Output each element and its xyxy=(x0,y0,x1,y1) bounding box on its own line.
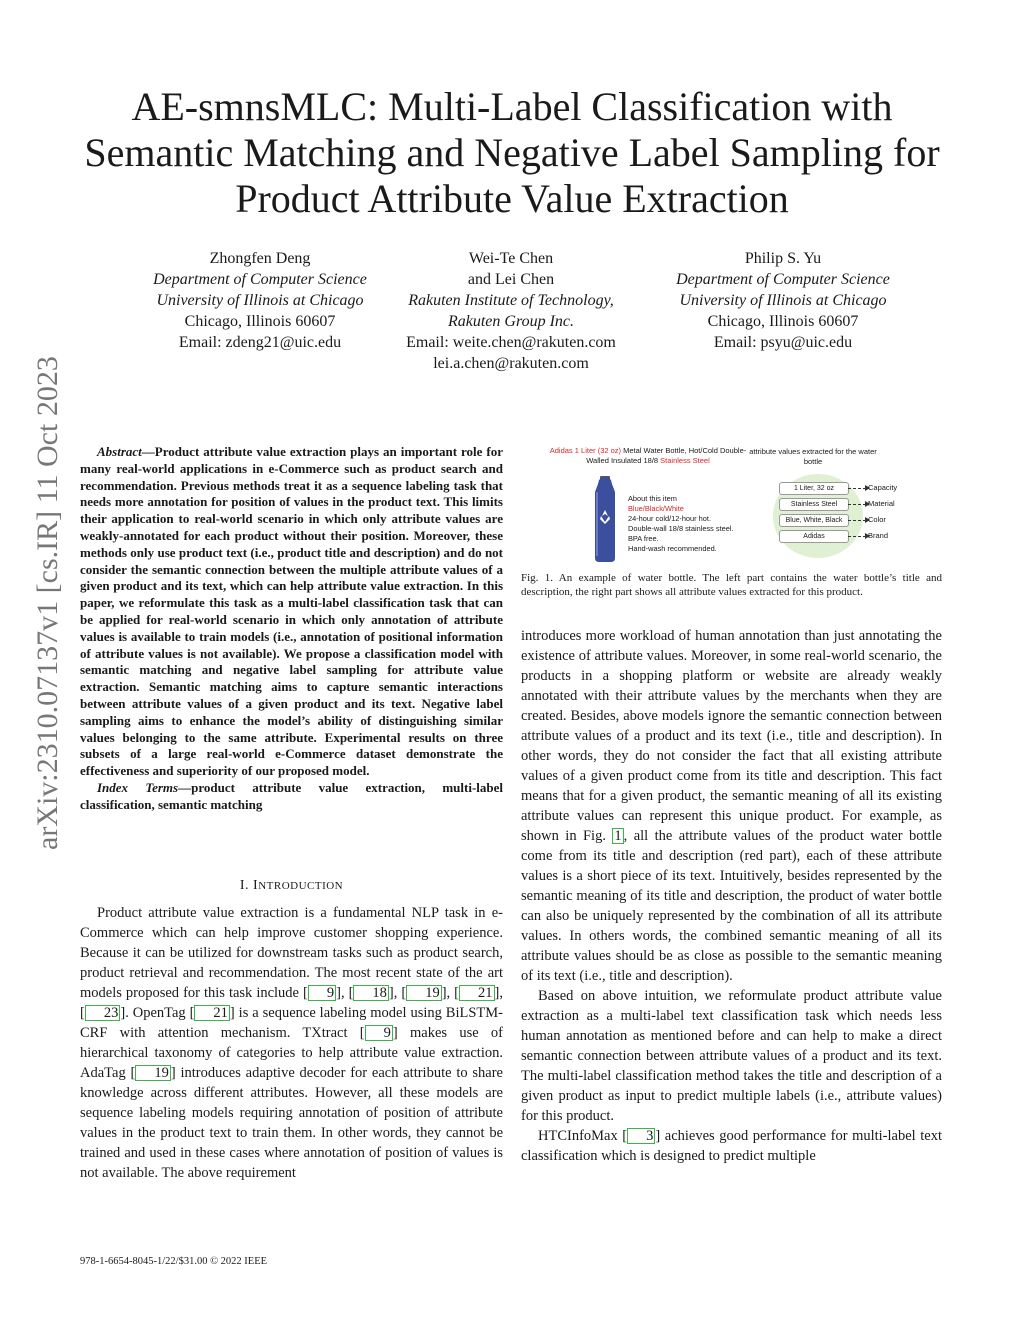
attribute-value-brand: Adidas xyxy=(779,530,849,543)
attribute-value-color: Blue, White, Black xyxy=(779,514,849,527)
introduction-column xyxy=(80,903,503,1183)
author-email: Email: psyu@uic.edu xyxy=(713,334,853,351)
figure-reference-link[interactable]: 1 xyxy=(614,828,622,844)
figure-product-title: Adidas 1 Liter (32 oz) Metal Water Bottle, Hot/Cold Double-Walled Insulated 18/8 Stainless Steel xyxy=(549,446,747,465)
author-block-2 xyxy=(371,248,651,374)
author-name: Wei-Te Chen xyxy=(468,250,554,267)
section-heading-introduction: I. INTRODUCTION xyxy=(239,878,344,893)
copyright-footer: 978-1-6654-8045-1/22/$31.00 © 2022 IEEE xyxy=(80,1256,268,1267)
author-block-1 xyxy=(120,248,400,353)
arrow-icon xyxy=(848,488,866,489)
index-terms xyxy=(80,780,503,814)
abstract xyxy=(80,444,503,814)
body-paragraph: HTCInfoMax [ 3 ] achieves good performance for multi-label text classification which is designed to predict multiple xyxy=(521,1128,942,1164)
citation-link[interactable]: 23 xyxy=(85,1005,121,1021)
author-email: Email: zdeng21@uic.edu xyxy=(178,334,342,351)
author-address: Chicago, Illinois 60607 xyxy=(184,313,336,330)
author-email: Email: weite.chen@rakuten.com xyxy=(406,334,616,351)
index-terms-lead: Index Terms xyxy=(97,779,179,795)
attribute-value-capacity: 1 Liter, 32 oz xyxy=(779,482,849,495)
figure-description: About this item Blue/Black/White 24-hour cold/12-hour hot. Double-wall 18/8 stainless steel. BPA free. Hand-wash recommended. xyxy=(628,494,734,553)
citation-link[interactable]: 9 xyxy=(308,985,336,1001)
author-email: lei.a.chen@rakuten.com xyxy=(433,355,589,372)
arrow-icon xyxy=(848,520,866,521)
author-name: Zhongfen Deng xyxy=(209,250,311,267)
attribute-name: Brand xyxy=(868,531,889,540)
author-affiliation: University of Illinois at Chicago xyxy=(679,292,887,309)
citation-link[interactable]: 21 xyxy=(194,1005,230,1021)
water-bottle-image xyxy=(588,476,622,562)
attribute-value-material: Stainless Steel xyxy=(779,498,849,511)
citation-link[interactable]: 19 xyxy=(135,1065,171,1081)
body-paragraph: introduces more workload of human annotation than just annotating the existence of attribute values. Moreover, in some real-world scenario, the products in a shopping platform or website are already weakly annotated with their attribute values by the merchants when they are created. Besides, above models ignore the semantic connection between attribute values of a product and its text (i.e., title and description). In other words, they do not consider the fact that all existing attribute values of a given product come from its title and description. This fact means that for a given product, the semantic meaning of all its existing attribute values can represent this unique product. For example, as shown in Fig. 1 , all the attribute values of the product water bottle come from its title and description (red part), each of these attribute values is a short piece of its text. Intuitively, besides represented by the semantic meaning of its title and description, the product of water bottle can also be uniquely represented by the combination of all its attribute values. In others words, the combined semantic meaning of all its attribute values should be as close as possible to the semantic meaning of its text (i.e., title and description). xyxy=(521,628,942,984)
author-affiliation: University of Illinois at Chicago xyxy=(156,292,364,309)
author-affiliation: Rakuten Institute of Technology, xyxy=(408,292,614,309)
attribute-name: Capacity xyxy=(868,483,898,492)
figure-caption: Fig. 1. An example of water bottle. The left part contains the water bottle’s title and description, the right part shows all attribute values extracted for this product. xyxy=(521,572,942,598)
abstract-text xyxy=(80,444,503,780)
citation-link[interactable]: 18 xyxy=(353,985,389,1001)
author-name: and Lei Chen xyxy=(467,271,555,288)
abstract-lead: Abstract xyxy=(97,444,142,459)
intro-paragraph: Product attribute value extraction is a fundamental NLP task in e-Commerce which can help improve customer shopping experience. Because it can be utilized for downstream tasks such as product search, product retrieval and recommendation. The most recent state of the art models proposed for this task include [ 9 ], [ 18 ], [ 19 ], [ 21 ], [ 23 ]. OpenTag [ 21 ] is a sequence labeling model using BiLSTM-CRF with attention mechanism. TXtract [ 9 ] makes use of hierarchical taxonomy of categories to help attribute value extraction. AdaTag [ 19 ] introduces adaptive decoder for each attribute to share knowledge across different attributes. However, all these models are sequence labeling models requiring annotation of position of attribute values in the product text to train them. In other words, they cannot be trained and used in these cases where annotation of position of values is not available. The above requirement xyxy=(80,905,504,1181)
citation-link[interactable]: 21 xyxy=(459,985,495,1001)
attribute-name: Material xyxy=(868,499,895,508)
citation-link[interactable]: 19 xyxy=(406,985,442,1001)
author-affiliation: Department of Computer Science xyxy=(153,271,367,288)
attribute-name: Color xyxy=(868,515,886,524)
body-paragraph: Based on above intuition, we reformulate product attribute value extraction as a multi-label text classification task which needs less human annotation as mentioned before and can help to make a direct semantic connection between attribute values of a product and its text. The multi-label classification method takes the title and description of a given product as input to predict multiple labels (i.e., attribute values) for this product. xyxy=(521,988,942,1124)
abstract-body: —Product attribute value extraction plays an important role for many real-world applications in e-Commerce such as product search and recommendation. Previous methods treat it as a sequence labeling task that needs more annotation for position of values in the product text. This limits their application to real-world scenario in which only attribute values are weakly-annotated for each product without their position. Moreover, these methods only use product text (i.e., product title and description) and do not consider the semantic connection between the multiple attribute values of a given product and its text, which can help attribute value extraction. In this paper, we reformulate this task as a multi-label classification task that can be applied for real-world scenario in which only annotation of attribute values is available to train models (i.e., annotation of positional information of attribute values is not available). We propose a classification model with semantic matching and negative label sampling for attribute value extraction. Semantic matching aims to capture semantic interactions between attribute values of a given product and its text. Negative label sampling aims to enhance the model’s ability of distinguishing similar values belonging to the same attribute. Experimental results on three subsets of a large real-world e-Commerce dataset demonstrate the effectiveness and superiority of our proposed model. xyxy=(80,444,503,779)
arxiv-stamp: arXiv:2310.07137v1 [cs.IR] 11 Oct 2023 xyxy=(31,356,64,850)
author-name: Philip S. Yu xyxy=(744,250,822,267)
paper-title: AE-smnsMLC: Multi-Label Classification with Semantic Matching and Negative Label Sampling for Product Attribute Value Extraction xyxy=(84,84,940,221)
arrow-icon xyxy=(848,504,866,505)
index-terms-body: —product attribute value extraction, multi-label classification, semantic matching xyxy=(80,779,503,812)
right-column xyxy=(521,626,942,1166)
author-affiliation: Rakuten Group Inc. xyxy=(447,313,575,330)
figure-1 xyxy=(548,440,948,565)
author-address: Chicago, Illinois 60607 xyxy=(707,313,859,330)
figure-right-title: attribute values extracted for the water bottle xyxy=(749,447,877,466)
arrow-icon xyxy=(848,536,866,537)
citation-link[interactable]: 9 xyxy=(365,1025,393,1041)
author-affiliation: Department of Computer Science xyxy=(676,271,890,288)
citation-link[interactable]: 3 xyxy=(627,1128,655,1144)
author-block-3 xyxy=(643,248,923,353)
